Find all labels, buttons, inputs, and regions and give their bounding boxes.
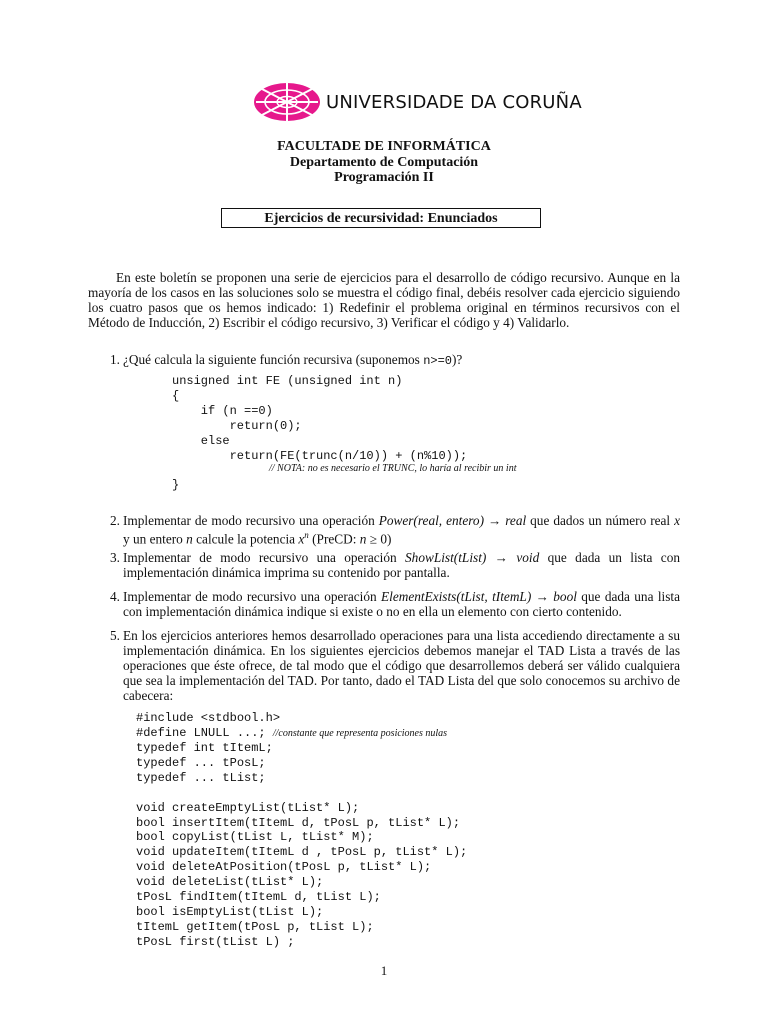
- code-line: typedef ... tPosL;: [136, 755, 266, 770]
- university-logo: [252, 78, 582, 126]
- code-line: return(0);: [172, 418, 302, 433]
- code-line: typedef ... tList;: [136, 770, 266, 785]
- exercise-text: En los ejercicios anteriores hemos desarrollado operaciones para una lista accediendo directamente a su implementación dinámica. En los siguientes ejercicios debemos manejar el TAD Lista a través de las operaciones que éste ofrece, de tal modo que el código que desarrollemos deberá ser válido cualquiera que sea la implementación del TAD. Por tanto, dado el TAD Lista del que solo conocemos su archivo de cabecera:: [123, 628, 680, 703]
- operation-signature: Power(real, entero): [378, 513, 484, 528]
- code-line: }: [172, 478, 180, 493]
- exercise-3: [104, 550, 680, 580]
- exercise-1: [104, 352, 680, 369]
- code-line: void deleteList(tList* L);: [136, 875, 324, 890]
- code-line: tItemL getItem(tPosL p, tList L);: [136, 919, 374, 934]
- inline-code: n>=0: [423, 354, 452, 368]
- code-line: bool insertItem(tItemL d, tPosL p, tList* L);: [136, 815, 461, 830]
- code-line: bool isEmptyList(tList L);: [136, 904, 324, 919]
- exercise-number: 5.: [110, 628, 120, 643]
- code-line: typedef int tItemL;: [136, 741, 273, 755]
- code-line: return(FE(trunc(n/10)) + (n%10));: [172, 448, 468, 463]
- code-line: else: [172, 433, 230, 448]
- code-line: unsigned int FE (unsigned int n): [172, 374, 403, 388]
- exercise-number: 4.: [110, 589, 120, 604]
- course-title: Programación II: [334, 170, 434, 185]
- udc-emblem-icon: [252, 81, 322, 123]
- define-line: #define LNULL ...; //constante que representa posiciones nulas: [136, 726, 448, 740]
- document-title-box: Ejercicios de recursividad: Enunciados: [221, 208, 541, 228]
- faculty-title: FACULTADE DE INFORMÁTICA: [277, 139, 491, 154]
- code-line: void createEmptyList(tList* L);: [136, 800, 360, 815]
- code-line: [136, 786, 467, 801]
- exercise-2: [104, 513, 680, 546]
- university-name: UNIVERSIDADE DA CORUÑA: [326, 91, 582, 113]
- exercise-number: 3.: [110, 550, 120, 565]
- exercise-text: ¿Qué calcula la siguiente función recursiva (suponemos n>=0)?: [123, 352, 463, 368]
- exercise-5: [104, 628, 680, 703]
- code-line: void deleteAtPosition(tPosL p, tList* L);: [136, 860, 432, 875]
- code-line: tPosL findItem(tItemL d, tList L);: [136, 890, 381, 905]
- exercise-4: [104, 589, 680, 619]
- operation-signature: ShowList(tList): [405, 550, 487, 565]
- operation-signature: ElementExists(tList, tItemL): [381, 589, 532, 604]
- code-comment: //constante que representa posiciones nulas: [272, 728, 448, 739]
- code-line: void updateItem(tItemL d , tPosL p, tList* L);: [136, 845, 468, 860]
- exercise-text: Implementar de modo recursivo una operación ElementExists(tList, tItemL) → bool que dada una lista con implementación dinámica indique si existe o no en ella un elemento con cierto contenido.: [123, 589, 680, 619]
- code-comment: // NOTA: no es necesario el TRUNC, lo haría al recibir un int: [269, 463, 517, 474]
- department-title: Departamento de Computación: [289, 155, 479, 170]
- code-line: tPosL first(tList L) ;: [136, 934, 295, 949]
- page-number: 1: [380, 963, 388, 978]
- code-line: if (n ==0): [172, 403, 273, 418]
- code-line: {: [172, 388, 180, 403]
- exercise-text: Implementar de modo recursivo una operación Power(real, entero) → real que dados un número real x y un entero n calcule la potencia $x^n$ (PreCD: n ≥ 0): [123, 513, 681, 547]
- code-line: bool copyList(tList L, tList* M);: [136, 830, 374, 845]
- exercise-number: 1.: [110, 352, 120, 367]
- include-line: #include <stdbool.h>: [136, 711, 281, 725]
- exercise-text: Implementar de modo recursivo una operación ShowList(tList) → void que dada un lista con implementación dinámica imprima su contenido por pantalla.: [123, 550, 681, 580]
- code-block-tad-header: [136, 741, 467, 950]
- exercise-number: 2.: [110, 513, 120, 528]
- intro-paragraph: En este boletín se proponen una serie de ejercicios para el desarrollo de código recursivo. Aunque en la mayoría de los casos en las soluciones solo se muestra el código final, debéis resolver cada ejercicio siguiendo los cuatro pasos que os hemos indicado: 1) Redefinir el problema original en términos recursivos con el Método de Inducción, 2) Escribir el código recursivo, 3) Verificar el código y 4) Validarlo.: [88, 270, 680, 330]
- code-block-fe: [172, 374, 467, 493]
